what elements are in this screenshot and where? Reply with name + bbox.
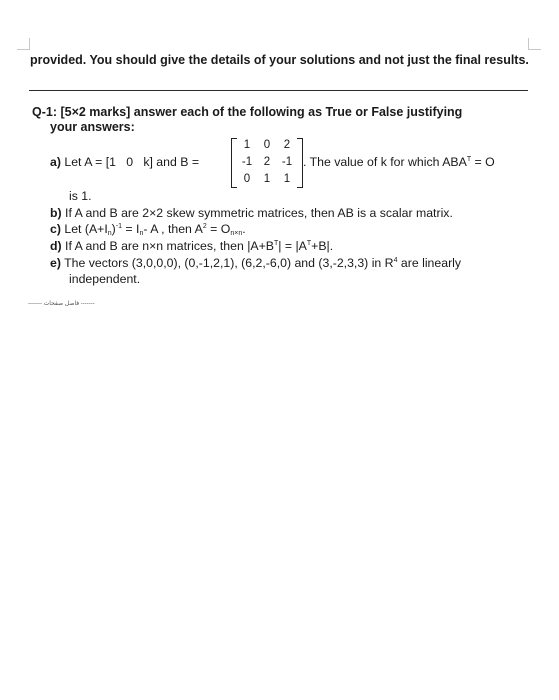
item-c-sub: n xyxy=(139,230,144,237)
item-c-text: = O xyxy=(206,222,231,236)
question-heading-line1: Q-1: [5×2 marks] answer each of the following as True or False justifying xyxy=(32,105,463,119)
item-d xyxy=(50,239,530,254)
matrix-cell: -1 xyxy=(241,156,253,168)
item-d-text: If A and B are n×n matrices, then |A+B xyxy=(65,239,274,253)
item-b xyxy=(50,206,530,221)
item-d-text: +B|. xyxy=(311,239,334,253)
item-a-sup: T xyxy=(466,156,472,163)
crop-mark-right-horizontal xyxy=(528,49,541,50)
item-c-sup: -1 xyxy=(115,223,123,230)
item-d-label: d) xyxy=(50,239,62,253)
item-a-part2: . The value of k for which ABA xyxy=(303,155,467,169)
item-d-sup: T xyxy=(306,240,312,247)
item-c-sub: n xyxy=(107,230,112,237)
item-e-sup: 4 xyxy=(393,257,398,264)
matrix-row-3 xyxy=(238,171,296,187)
item-b-label: b) xyxy=(50,206,62,220)
matrix-cell: 2 xyxy=(283,139,291,151)
question-heading-line2: your answers: xyxy=(50,120,135,134)
intro-text: provided. You should give the details of your solutions and not just the final results. xyxy=(30,53,529,67)
matrix-cell: 1 xyxy=(263,173,271,185)
matrix-b xyxy=(231,137,303,189)
matrix-cell: 1 xyxy=(283,173,291,185)
item-e-text: are linearly xyxy=(397,256,462,270)
item-a-label: a) xyxy=(50,155,61,169)
matrix-cell: 0 xyxy=(243,173,251,185)
matrix-cell: -1 xyxy=(281,156,293,168)
item-c xyxy=(50,222,530,237)
item-c-text: Let (A+I xyxy=(64,222,108,236)
item-a-part1: Let A = [1 0 k] and B = xyxy=(64,155,200,169)
item-a-continuation: is 1. xyxy=(69,189,92,203)
item-c-label: c) xyxy=(50,222,61,236)
item-c-text: - A , then A xyxy=(143,222,203,236)
item-e xyxy=(50,256,530,271)
item-b-text: If A and B are 2×2 skew symmetric matrices, then AB is a scalar matrix. xyxy=(65,206,453,220)
item-c-text: = I xyxy=(122,222,140,236)
header-divider xyxy=(29,90,528,91)
item-c-text: ) xyxy=(111,222,116,236)
item-e-label: e) xyxy=(50,256,61,270)
matrix-cell: 1 xyxy=(243,139,251,151)
item-e-text: The vectors (3,0,0,0), (0,-1,2,1), (6,2,-6,0) and (3,-2,3,3) in R xyxy=(64,256,394,270)
item-a-part3: = O xyxy=(471,155,495,169)
item-c-text: . xyxy=(242,222,246,236)
item-c-sup: 2 xyxy=(202,223,207,230)
item-d-sup: T xyxy=(273,240,279,247)
item-a-tail xyxy=(303,155,533,170)
item-e-continuation: independent. xyxy=(69,272,141,286)
matrix-left-bracket xyxy=(231,138,237,188)
question-heading xyxy=(32,105,532,135)
matrix-row-2 xyxy=(238,154,296,170)
matrix-row-1 xyxy=(238,137,296,153)
matrix-cell: 2 xyxy=(263,156,271,168)
item-d-text: | = |A xyxy=(278,239,307,253)
crop-mark-left-horizontal xyxy=(17,49,30,50)
item-c-sub: n×n xyxy=(230,230,243,237)
page-separator: ------- فاصل صفحات ------- xyxy=(28,301,95,307)
matrix-cell: 0 xyxy=(263,139,271,151)
